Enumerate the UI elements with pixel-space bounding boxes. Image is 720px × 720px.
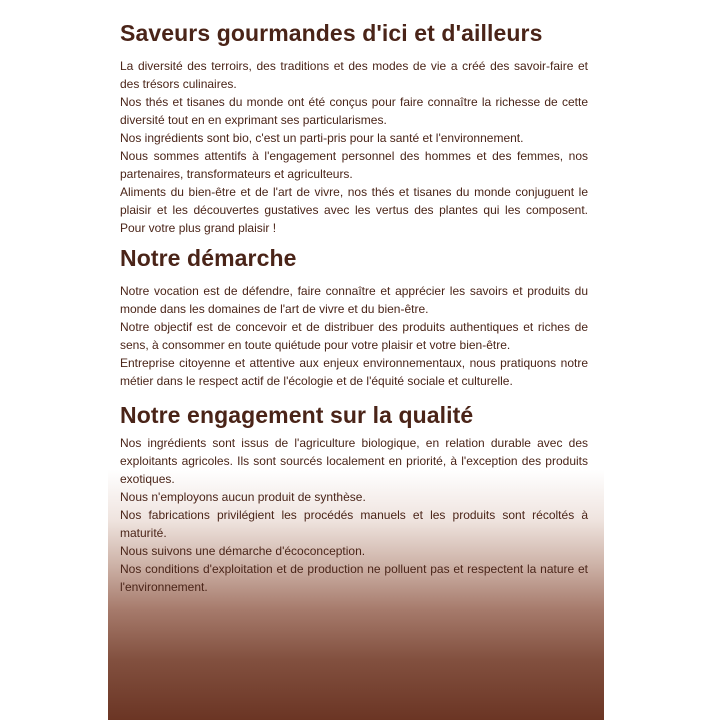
paragraph: Nous suivons une démarche d'écoconception. [120, 544, 366, 558]
section-engagement-qualite [120, 400, 588, 596]
paragraph: Nos conditions d'exploitation et de production ne polluent pas et respectent la nature et l'environnement. [120, 562, 588, 594]
document-content [120, 18, 588, 596]
section-saveurs [120, 18, 588, 237]
paragraph: Nous n'employons aucun produit de synthèse. [120, 490, 366, 504]
paragraph: Nous sommes attentifs à l'engagement personnel des hommes et des femmes, nos partenaires, transformateurs et agriculteurs. [120, 149, 588, 181]
section-title: Notre engagement sur la qualité [120, 402, 474, 428]
paragraph: Notre objectif est de concevoir et de distribuer des produits authentiques et riches de sens, à consommer en toute quiétude pour votre plaisir et votre bien-être. [120, 320, 588, 352]
section-demarche [120, 243, 588, 390]
paragraph: Nos ingrédients sont bio, c'est un parti-pris pour la santé et l'environnement. [120, 131, 524, 145]
paragraph: Nos fabrications privilégient les procédés manuels et les produits sont récoltés à maturité. [120, 508, 588, 540]
section-title: Notre démarche [120, 245, 297, 271]
section-title: Saveurs gourmandes d'ici et d'ailleurs [120, 20, 543, 46]
paragraph: Aliments du bien-être et de l'art de vivre, nos thés et tisanes du monde conjuguent le plaisir et les découvertes gustatives avec les vertus des plantes qui les composent. Pour votre plus grand plaisir ! [120, 185, 588, 235]
paragraph: Nos ingrédients sont issus de l'agriculture biologique, en relation durable avec des exploitants agricoles. Ils sont sourcés localement en priorité, à l'exception des produits exotiques. [120, 436, 588, 486]
paragraph: Entreprise citoyenne et attentive aux enjeux environnementaux, nous pratiquons notre métier dans le respect actif de l'écologie et de l'équité sociale et culturelle. [120, 356, 588, 388]
paragraph: La diversité des terroirs, des traditions et des modes de vie a créé des savoir-faire et des trésors culinaires. [120, 59, 588, 91]
paragraph: Nos thés et tisanes du monde ont été conçus pour faire connaître la richesse de cette diversité tout en en exprimant ses particularismes. [120, 95, 588, 127]
paragraph: Notre vocation est de défendre, faire connaître et apprécier les savoirs et produits du monde dans les domaines de l'art de vivre et du bien-être. [120, 284, 588, 316]
